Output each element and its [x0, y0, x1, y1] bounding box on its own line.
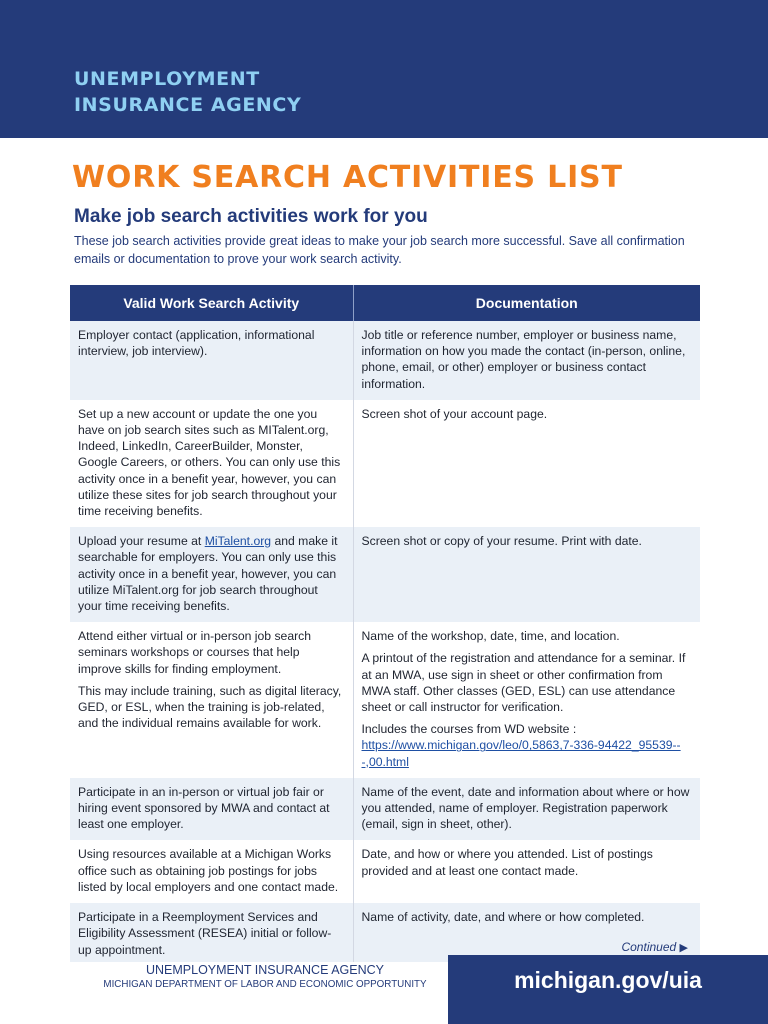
activity-text-post: and make it searchable for employers. You can only use this activity once in a benefit year, however, you can utilize MiTalent.org for job search throughout your time receiving benefits. [78, 534, 338, 614]
header-banner [0, 0, 768, 138]
activity-cell [70, 527, 353, 622]
table-row [70, 400, 700, 527]
documentation-text: Name of activity, date, and where or how completed. [361, 910, 645, 925]
mitalent-link[interactable]: MiTalent.org [204, 534, 272, 549]
table-row [70, 903, 700, 962]
activities-table-wrapper [70, 285, 700, 962]
activity-text: Set up a new account or update the one you have on job search sites such as MITalent.org, Indeed, LinkedIn, CareerBuilder, Monster, Google Careers, or others. You can only use this activity once in a benefit year, however, you can utilize these sites for job search throughout your time receiving benefits. [78, 406, 341, 519]
activities-table [70, 285, 700, 962]
activity-cell [70, 400, 353, 527]
documentation-cell [353, 840, 700, 903]
activity-cell [70, 903, 353, 962]
agency-name-line1: UNEMPLOYMENT [74, 68, 260, 90]
footer-agency-name: UNEMPLOYMENT INSURANCE AGENCY [145, 963, 384, 977]
footer-url-box [448, 955, 768, 1024]
footer-agency-block [70, 962, 460, 992]
documentation-text: Job title or reference number, employer or business name, information on how you made the contact (in-person, online, phone, email, or other) employer or business contact information. [361, 328, 686, 391]
table-row [70, 840, 700, 903]
documentation-cell [353, 622, 700, 778]
activity-text-pre: Upload your resume at [78, 534, 205, 549]
continued-indicator [362, 939, 693, 956]
activity-cell [70, 778, 353, 841]
documentation-cell [353, 321, 700, 400]
activity-cell [70, 321, 353, 400]
activity-text: This may include training, such as digital literacy, GED, or ESL, when the training is job-related, and the individual remains available for work. [78, 683, 342, 731]
agency-name-line2: INSURANCE AGENCY [74, 94, 302, 116]
documentation-cell [353, 903, 700, 962]
document-subtitle: Make job search activities work for you [74, 206, 428, 227]
wd-courses-label: Includes the courses from WD website : [361, 722, 577, 737]
documentation-text: Screen shot of your account page. [361, 406, 548, 421]
activity-text: Attend either virtual or in-person job search seminars workshops or courses that help improve skills for finding employment. [78, 629, 312, 676]
agency-name [74, 66, 301, 118]
activity-text: Using resources available at a Michigan Works office such as obtaining job postings for jobs listed by local employers and one contact made. [78, 847, 339, 894]
intro-paragraph: These job search activities provide great ideas to make your job search more successful. Save all confirmation emails or documentation to prove your work search activity. [74, 234, 685, 266]
documentation-text: Date, and how or where you attended. List of postings provided and at least one contact made. [361, 847, 653, 878]
footer-website-link[interactable]: michigan.gov/uia [514, 967, 702, 993]
documentation-cell [353, 400, 700, 527]
column-header-documentation: Documentation [353, 285, 700, 321]
table-row [70, 527, 700, 622]
table-row [70, 622, 700, 778]
documentation-text: Screen shot or copy of your resume. Print with date. [361, 534, 642, 549]
documentation-cell [353, 778, 700, 841]
activity-text: Participate in a Reemployment Services and Eligibility Assessment (RESEA) initial or follow-up appointment. [78, 910, 332, 957]
activity-text: Employer contact (application, informational interview, job interview). [78, 328, 315, 359]
document-title: WORK SEARCH ACTIVITIES LIST [72, 160, 623, 195]
activity-cell [70, 840, 353, 903]
activity-text [78, 533, 345, 614]
wd-website-link[interactable]: https://www.michigan.gov/leo/0,5863,7-336-94422_95539---,00.html [361, 738, 681, 769]
continued-label: Continued [621, 940, 677, 955]
activity-cell [70, 622, 353, 778]
table-header-row [70, 285, 700, 321]
documentation-text: Name of the workshop, date, time, and location. [361, 629, 620, 644]
documentation-text: A printout of the registration and attendance for a seminar. If at an MWA, use sign in sheet or other confirmation from MWA staff. Other classes (GED, ESL) can use attendance sheet or call instructor for verification. [361, 651, 686, 715]
footer-department-name: MICHIGAN DEPARTMENT OF LABOR AND ECONOMIC OPPORTUNITY [103, 979, 427, 990]
documentation-text: Name of the event, date and information about where or how you attended, name of employer. Registration paperwork (email, sign in sheet, other). [361, 784, 690, 832]
documentation-cell [353, 527, 700, 622]
column-header-activity: Valid Work Search Activity [70, 285, 353, 321]
documentation-text [362, 721, 693, 770]
table-row [70, 778, 700, 841]
play-arrow-icon: ▶ [679, 942, 688, 955]
table-row [70, 321, 700, 400]
activity-text: Participate in an in-person or virtual job fair or hiring event sponsored by MWA and contact at least one employer. [78, 784, 330, 832]
